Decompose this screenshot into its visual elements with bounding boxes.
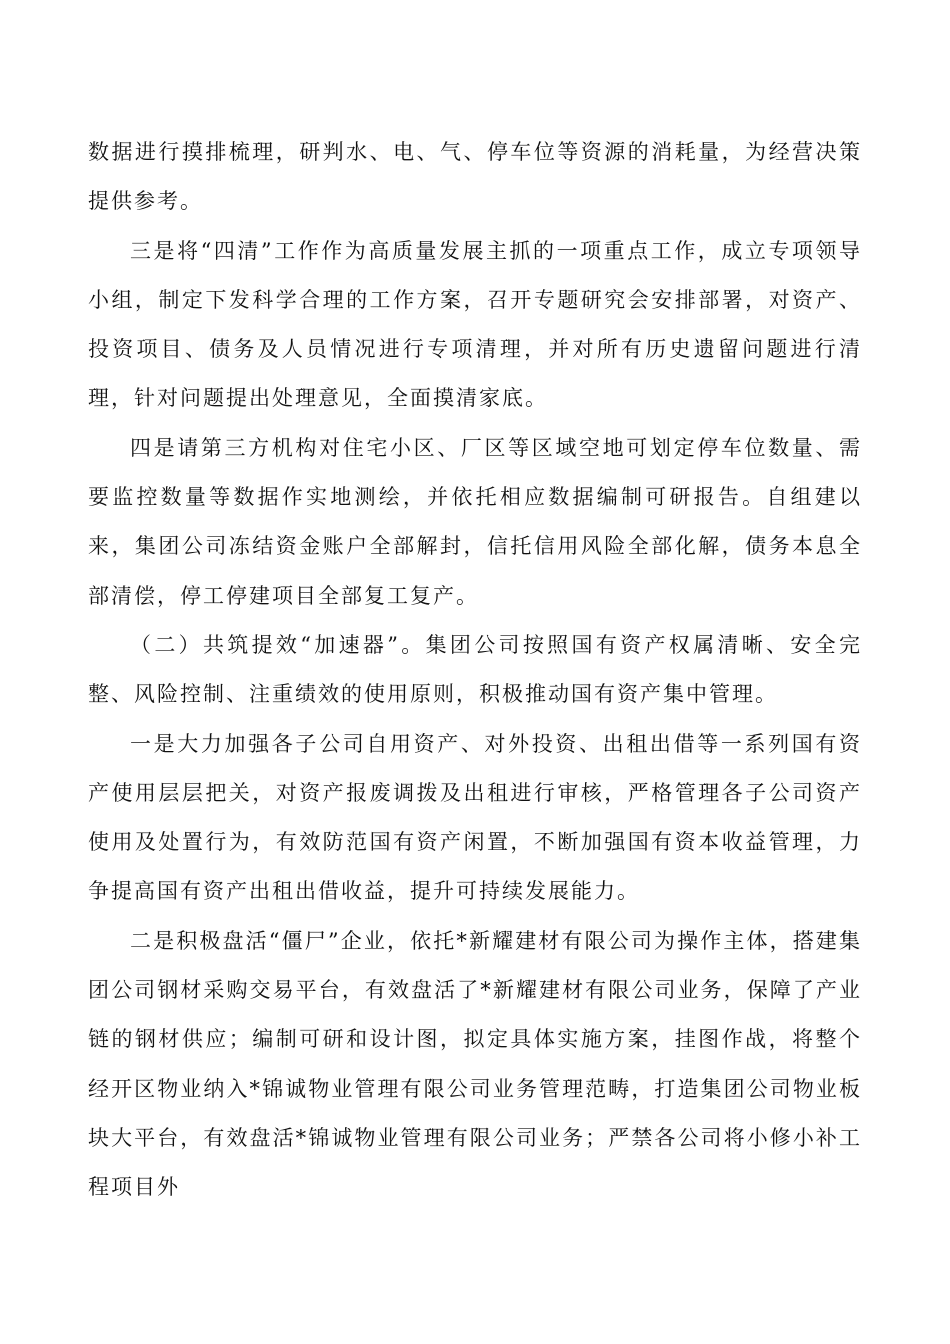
paragraph-point-four: 四是请第三方机构对住宅小区、厂区等区域空地可划定停车位数量、需要监控数量等数据作实地测绘，并依托相应数据编制可研报告。自组建以来，集团公司冻结资金账户全部解封，信托信用风险全部化解，债务本息全部清偿，停工停建项目全部复工复产。 <box>88 435 862 608</box>
paragraph-section-two-heading: （二）共筑提效“加速器”。集团公司按照国有资产权属清晰、安全完整、风险控制、注重绩效的使用原则，积极推动国有资产集中管理。 <box>88 632 862 707</box>
document-body <box>88 128 862 1213</box>
paragraph-point-one: 一是大力加强各子公司自用资产、对外投资、出租出借等一系列国有资产使用层层把关，对资产报废调拨及出租进行审核，严格管理各子公司资产使用及处置行为，有效防范国有资产闲置，不断加强国有资本收益管理，力争提高国有资产出租出借收益，提升可持续发展能力。 <box>88 731 862 904</box>
paragraph-point-two: 二是积极盘活“僵尸”企业，依托*新耀建材有限公司为操作主体，搭建集团公司钢材采购交易平台，有效盘活了*新耀建材有限公司业务，保障了产业链的钢材供应；编制可研和设计图，拟定具体实施方案，挂图作战，将整个经开区物业纳入*锦诚物业管理有限公司业务管理范畴，打造集团公司物业板块大平台，有效盘活*锦诚物业管理有限公司业务；严禁各公司将小修小补工程项目外 <box>88 928 862 1200</box>
paragraph-point-three: 三是将“四清”工作作为高质量发展主抓的一项重点工作，成立专项领导小组，制定下发科学合理的工作方案，召开专题研究会安排部署，对资产、投资项目、债务及人员情况进行专项清理，并对所有历史遗留问题进行清理，针对问题提出处理意见，全面摸清家底。 <box>88 238 862 411</box>
paragraph-continuation: 数据进行摸排梳理，研判水、电、气、停车位等资源的消耗量，为经营决策提供参考。 <box>88 140 862 214</box>
